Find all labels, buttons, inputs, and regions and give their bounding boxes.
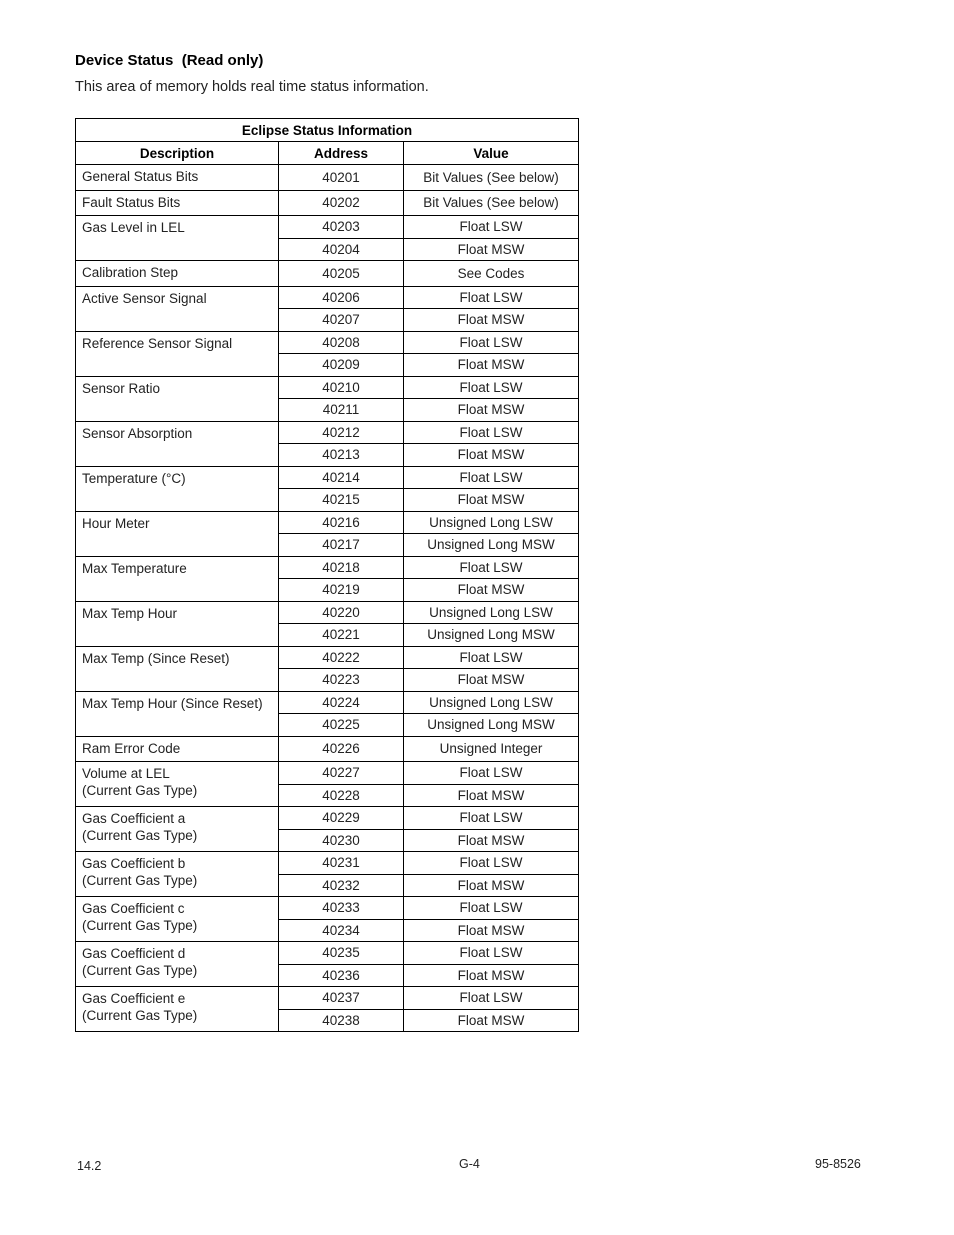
table-header-row — [76, 142, 579, 165]
value-cell: Float MSW — [404, 874, 579, 897]
description-line: (Current Gas Type) — [82, 873, 198, 888]
description-cell — [76, 511, 279, 556]
value-cell: Float LSW — [404, 852, 579, 875]
description-cell — [76, 807, 279, 852]
value-cell: Float MSW — [404, 1009, 579, 1032]
address-cell: 40238 — [279, 1009, 404, 1032]
description-line: Fault Status Bits — [82, 194, 181, 210]
table-row — [76, 286, 579, 309]
footer-revision: 14.2 — [77, 1159, 102, 1173]
address-cell: 40219 — [279, 579, 404, 602]
value-cell: Unsigned Long MSW — [404, 714, 579, 737]
address-cell: 40210 — [279, 376, 404, 399]
table-row — [76, 691, 579, 714]
table-row — [76, 216, 579, 239]
value-cell: Float LSW — [404, 286, 579, 309]
description-line: Sensor Ratio — [82, 380, 161, 396]
table-title-row — [76, 119, 579, 142]
address-cell: 40216 — [279, 511, 404, 534]
value-cell: Float LSW — [404, 646, 579, 669]
table-row — [76, 165, 579, 191]
description-line: Gas Coefficient c — [82, 901, 185, 916]
value-cell: Unsigned Long LSW — [404, 601, 579, 624]
description-cell — [76, 987, 279, 1032]
table-row — [76, 852, 579, 875]
section-intro: This area of memory holds real time status information. — [75, 79, 429, 95]
value-cell: Unsigned Long MSW — [404, 624, 579, 647]
table-row — [76, 556, 579, 579]
address-cell: 40234 — [279, 919, 404, 942]
address-cell: 40236 — [279, 964, 404, 987]
value-cell: Float MSW — [404, 238, 579, 261]
table-row — [76, 466, 579, 489]
value-cell: Float MSW — [404, 354, 579, 377]
description-line: Max Temp Hour — [82, 605, 178, 621]
value-cell: Float LSW — [404, 897, 579, 920]
table-row — [76, 987, 579, 1010]
address-cell: 40237 — [279, 987, 404, 1010]
value-cell: Float LSW — [404, 466, 579, 489]
value-cell: Unsigned Long LSW — [404, 691, 579, 714]
column-header-value: Value — [404, 142, 579, 165]
table-row — [76, 601, 579, 624]
value-cell: Float MSW — [404, 829, 579, 852]
value-cell: Float MSW — [404, 489, 579, 512]
address-cell: 40213 — [279, 444, 404, 467]
description-line: Reference Sensor Signal — [82, 335, 233, 351]
table-row — [76, 331, 579, 354]
description-line: Sensor Absorption — [82, 425, 193, 441]
description-line: Gas Coefficient a — [82, 811, 186, 826]
address-cell: 40232 — [279, 874, 404, 897]
description-cell — [76, 646, 279, 691]
value-cell: Float LSW — [404, 421, 579, 444]
value-cell: Float LSW — [404, 762, 579, 785]
table-body — [76, 165, 579, 1032]
address-cell: 40223 — [279, 669, 404, 692]
description-cell — [76, 762, 279, 807]
description-line: (Current Gas Type) — [82, 963, 198, 978]
table-title: Eclipse Status Information — [76, 119, 579, 142]
description-cell — [76, 897, 279, 942]
column-header-description: Description — [76, 142, 279, 165]
description-cell — [76, 466, 279, 511]
value-cell: Float MSW — [404, 964, 579, 987]
column-header-address: Address — [279, 142, 404, 165]
description-line: Gas Coefficient b — [82, 856, 186, 871]
address-cell: 40205 — [279, 261, 404, 287]
table-row — [76, 376, 579, 399]
description-line: Active Sensor Signal — [82, 290, 207, 306]
description-cell — [76, 421, 279, 466]
description-cell — [76, 165, 279, 191]
address-cell: 40227 — [279, 762, 404, 785]
value-cell: Float MSW — [404, 309, 579, 332]
description-line: Max Temp Hour (Since Reset) — [82, 695, 263, 711]
description-cell — [76, 601, 279, 646]
address-cell: 40222 — [279, 646, 404, 669]
value-cell: Float MSW — [404, 399, 579, 422]
table-row — [76, 897, 579, 920]
footer-page-number: G-4 — [459, 1157, 480, 1171]
description-line: Temperature (°C) — [82, 470, 186, 486]
value-cell: See Codes — [404, 261, 579, 287]
address-cell: 40203 — [279, 216, 404, 239]
description-line: Calibration Step — [82, 265, 179, 280]
description-cell — [76, 736, 279, 762]
address-cell: 40225 — [279, 714, 404, 737]
address-cell: 40207 — [279, 309, 404, 332]
footer-document-number: 95-8526 — [815, 1157, 861, 1171]
description-cell — [76, 942, 279, 987]
value-cell: Float LSW — [404, 807, 579, 830]
description-cell — [76, 216, 279, 261]
address-cell: 40233 — [279, 897, 404, 920]
description-cell — [76, 331, 279, 376]
address-cell: 40230 — [279, 829, 404, 852]
table-row — [76, 736, 579, 762]
description-cell — [76, 691, 279, 736]
section-heading: Device Status (Read only) — [75, 52, 264, 69]
description-line: Ram Error Code — [82, 740, 181, 756]
value-cell: Float LSW — [404, 376, 579, 399]
value-cell: Unsigned Long LSW — [404, 511, 579, 534]
address-cell: 40209 — [279, 354, 404, 377]
address-cell: 40220 — [279, 601, 404, 624]
address-cell: 40218 — [279, 556, 404, 579]
address-cell: 40206 — [279, 286, 404, 309]
description-cell — [76, 852, 279, 897]
value-cell: Float LSW — [404, 987, 579, 1010]
table-row — [76, 511, 579, 534]
table-row — [76, 421, 579, 444]
table-row — [76, 261, 579, 287]
value-cell: Float LSW — [404, 331, 579, 354]
address-cell: 40217 — [279, 534, 404, 557]
address-cell: 40211 — [279, 399, 404, 422]
value-cell: Float MSW — [404, 919, 579, 942]
description-line: Volume at LEL — [82, 766, 170, 781]
description-line: (Current Gas Type) — [82, 918, 198, 933]
value-cell: Float MSW — [404, 444, 579, 467]
address-cell: 40224 — [279, 691, 404, 714]
table-row — [76, 762, 579, 785]
address-cell: 40231 — [279, 852, 404, 875]
description-cell — [76, 190, 279, 216]
table-row — [76, 807, 579, 830]
table-row — [76, 646, 579, 669]
address-cell: 40215 — [279, 489, 404, 512]
description-cell — [76, 376, 279, 421]
value-cell: Unsigned Integer — [404, 736, 579, 762]
value-cell: Float MSW — [404, 784, 579, 807]
description-line: Gas Coefficient e — [82, 991, 186, 1006]
address-cell: 40228 — [279, 784, 404, 807]
value-cell: Float MSW — [404, 669, 579, 692]
description-line: Gas Level in LEL — [82, 220, 185, 235]
value-cell: Float MSW — [404, 579, 579, 602]
description-line: Max Temp (Since Reset) — [82, 650, 230, 666]
value-cell: Bit Values (See below) — [404, 190, 579, 216]
address-cell: 40208 — [279, 331, 404, 354]
address-cell: 40204 — [279, 238, 404, 261]
value-cell: Unsigned Long MSW — [404, 534, 579, 557]
description-line: (Current Gas Type) — [82, 828, 198, 843]
value-cell: Float LSW — [404, 556, 579, 579]
description-cell — [76, 556, 279, 601]
address-cell: 40226 — [279, 736, 404, 762]
address-cell: 40201 — [279, 165, 404, 191]
description-line: Max Temperature — [82, 560, 187, 576]
status-table — [75, 118, 579, 1032]
value-cell: Bit Values (See below) — [404, 165, 579, 191]
description-line: (Current Gas Type) — [82, 1008, 198, 1023]
value-cell: Float LSW — [404, 942, 579, 965]
table-row — [76, 190, 579, 216]
table-row — [76, 942, 579, 965]
description-line: (Current Gas Type) — [82, 783, 198, 798]
address-cell: 40212 — [279, 421, 404, 444]
address-cell: 40229 — [279, 807, 404, 830]
value-cell: Float LSW — [404, 216, 579, 239]
description-line: Hour Meter — [82, 515, 150, 531]
description-line: General Status Bits — [82, 169, 199, 184]
address-cell: 40214 — [279, 466, 404, 489]
address-cell: 40221 — [279, 624, 404, 647]
description-cell — [76, 261, 279, 287]
address-cell: 40235 — [279, 942, 404, 965]
description-cell — [76, 286, 279, 331]
description-line: Gas Coefficient d — [82, 946, 186, 961]
address-cell: 40202 — [279, 190, 404, 216]
